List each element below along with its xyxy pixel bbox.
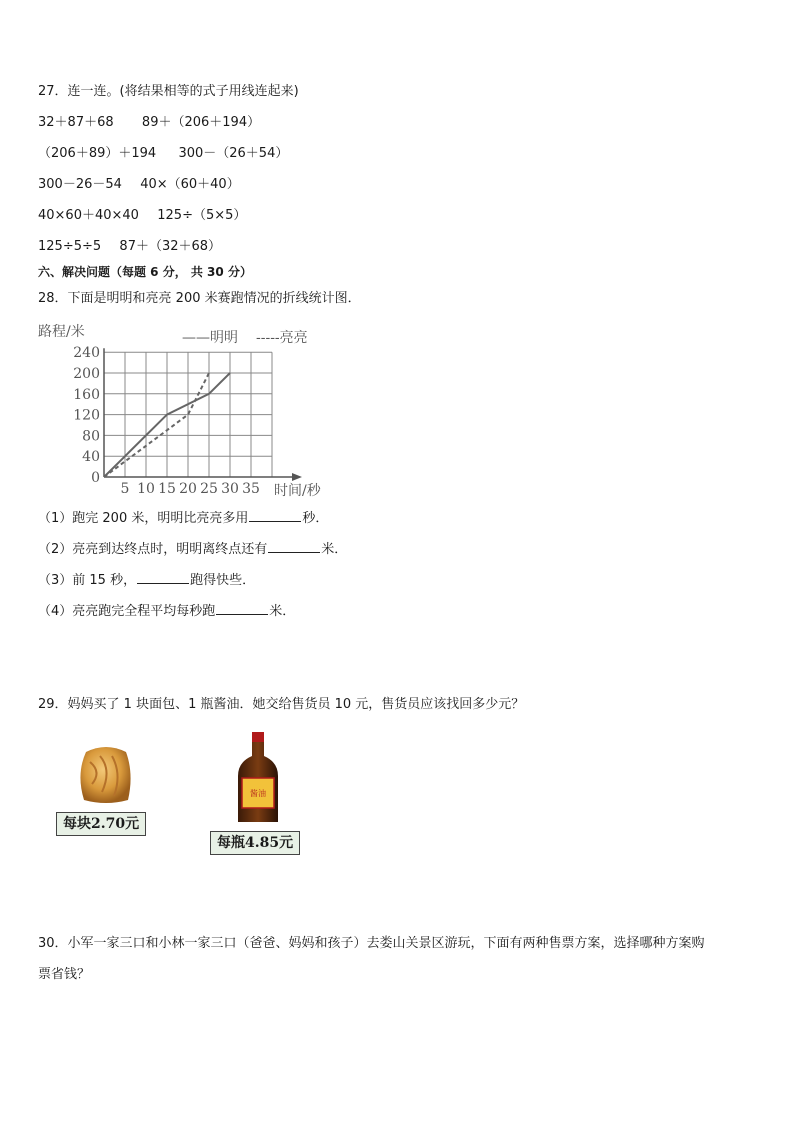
q27-row	[38, 176, 240, 194]
q27-left-expr[interactable]: 32＋87＋68	[38, 115, 114, 130]
x-tick-label: 15	[158, 481, 176, 497]
x-tick-label: 35	[242, 481, 260, 497]
q28-sub2-text: （2）亮亮到达终点时，明明离终点还有	[38, 542, 268, 557]
q27-row	[38, 238, 221, 256]
q27-left-expr[interactable]: 40×60＋40×40	[38, 208, 139, 223]
q28-sub4-text: （4）亮亮跑完全程平均每秒跑	[38, 604, 216, 619]
q27-left-expr[interactable]: 300－26－54	[38, 177, 122, 192]
q30-line1: 30．小军一家三口和小林一家三口（爸爸、妈妈和孩子）去娄山关景区游玩，下面有两种售票方案，选择哪种方案购	[38, 936, 705, 951]
q27-left-expr[interactable]: 125÷5÷5	[38, 239, 102, 254]
q27-right-expr[interactable]: 125÷（5×5）	[157, 208, 247, 223]
sauce-label: 酱油	[250, 789, 266, 798]
q28-sub3-unit: 跑得快些．	[190, 573, 256, 588]
answer-blank[interactable]	[216, 602, 268, 615]
chart-ylabel: 路程/米	[38, 324, 85, 340]
x-tick-label: 25	[200, 481, 218, 497]
x-tick-label: 30	[221, 481, 239, 497]
x-axis-arrow	[292, 473, 302, 481]
y-tick-label: 80	[82, 428, 100, 445]
q28-title: 28．下面是明明和亮亮 200 米赛跑情况的折线统计图．	[38, 291, 361, 306]
q27-row	[38, 114, 260, 132]
q28-sub3-text: （3）前 15 秒，	[38, 573, 137, 588]
q27-row	[38, 145, 288, 163]
soy-sauce-image	[234, 732, 282, 826]
q28-sub4-unit: 米．	[269, 604, 296, 619]
answer-blank[interactable]	[249, 509, 301, 522]
y-tick-label: 200	[73, 366, 100, 382]
y-tick-label: 160	[73, 386, 100, 403]
q27-title: 27．连一连。(将结果相等的式子用线连起来)	[38, 84, 299, 99]
q28-sub3	[38, 571, 255, 590]
x-tick-label: 20	[179, 481, 197, 497]
y-tick-label: 120	[73, 407, 100, 424]
x-tick-label: 5	[120, 481, 130, 497]
q30-line2: 票省钱？	[38, 967, 91, 982]
q28-sub1-unit: 秒．	[302, 511, 329, 526]
q27-row	[38, 207, 246, 225]
y-tick-label: 240	[73, 345, 100, 362]
q27-right-expr[interactable]: 89＋（206＋194）	[141, 115, 261, 130]
y-tick-label: 0	[91, 470, 100, 486]
legend-mingming: ——明明	[182, 330, 238, 346]
q28-sub2	[38, 540, 347, 559]
answer-blank[interactable]	[137, 571, 189, 584]
line-chart	[34, 316, 344, 502]
legend-liangliang: -----亮亮	[256, 330, 308, 346]
bread-image	[76, 744, 134, 806]
q28-sub1	[38, 509, 328, 528]
q27-right-expr[interactable]: 87＋（32＋68）	[119, 239, 222, 254]
q28-sub4	[38, 602, 295, 621]
q28-sub1-text: （1）跑完 200 米，明明比亮亮多用	[38, 511, 249, 526]
q27-left-expr[interactable]: （206＋89）＋194	[38, 146, 157, 161]
q27-right-expr[interactable]: 40×（60＋40）	[140, 177, 240, 192]
q27-right-expr[interactable]: 300－（26＋54）	[178, 146, 289, 161]
x-tick-label: 10	[137, 481, 155, 497]
sauce-price-tag: 每瓶4.85元	[210, 831, 300, 855]
q28-sub2-unit: 米．	[321, 542, 348, 557]
q29-title: 29．妈妈买了 1 块面包、1 瓶酱油．她交给售货员 10 元，售货员应该找回多少元？	[38, 697, 525, 712]
bread-price-tag: 每块2.70元	[56, 812, 146, 836]
chart-xlabel: 时间/秒	[274, 483, 321, 499]
y-tick-label: 40	[82, 449, 100, 466]
section-title: 六、解决问题（每题 6 分， 共 30 分）	[38, 265, 252, 279]
answer-blank[interactable]	[268, 540, 320, 553]
